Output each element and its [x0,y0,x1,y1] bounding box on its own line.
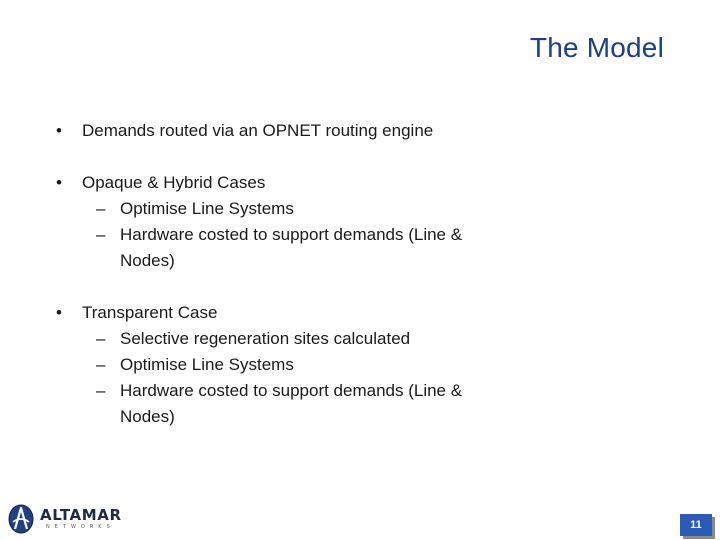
bullet-icon: • [56,173,62,192]
altamar-logo-icon [6,503,36,535]
bullet-icon: • [56,121,62,140]
bullet-icon: • [56,303,62,322]
dash-icon: – [96,225,106,244]
bullet-item [56,170,676,274]
bullet-text: Opaque & Hybrid Cases [82,173,266,192]
dash-icon: – [96,381,106,400]
sub-bullet-item [88,378,480,430]
sub-bullet-item [88,352,676,378]
bullet-item [56,118,676,144]
sub-bullet-text: Optimise Line Systems [120,199,294,218]
sub-bullet-item [88,326,676,352]
bullet-text: Transparent Case [82,303,218,322]
page-number: 11 [690,519,702,531]
altamar-logo [6,502,122,536]
sub-bullet-text: Hardware costed to support demands (Line & Nodes) [120,225,463,270]
sub-bullet-text: Selective regeneration sites calculated [120,329,411,348]
dash-icon: – [96,199,106,218]
dash-icon: – [96,329,106,348]
sub-bullet-text: Hardware costed to support demands (Line & Nodes) [120,381,463,426]
bullet-list [56,118,676,456]
sub-bullet-text: Optimise Line Systems [120,355,294,374]
logo-subtitle: NETWORKS [46,524,115,530]
slide-title: The Model [529,32,664,63]
sub-bullet-item [88,222,480,274]
logo-wordmark: ALTAMAR [40,506,122,524]
bullet-item [56,300,676,430]
bullet-text: Demands routed via an OPNET routing engine [82,121,434,140]
sub-bullet-item [88,196,676,222]
page-number-badge [680,514,712,536]
dash-icon: – [96,355,106,374]
